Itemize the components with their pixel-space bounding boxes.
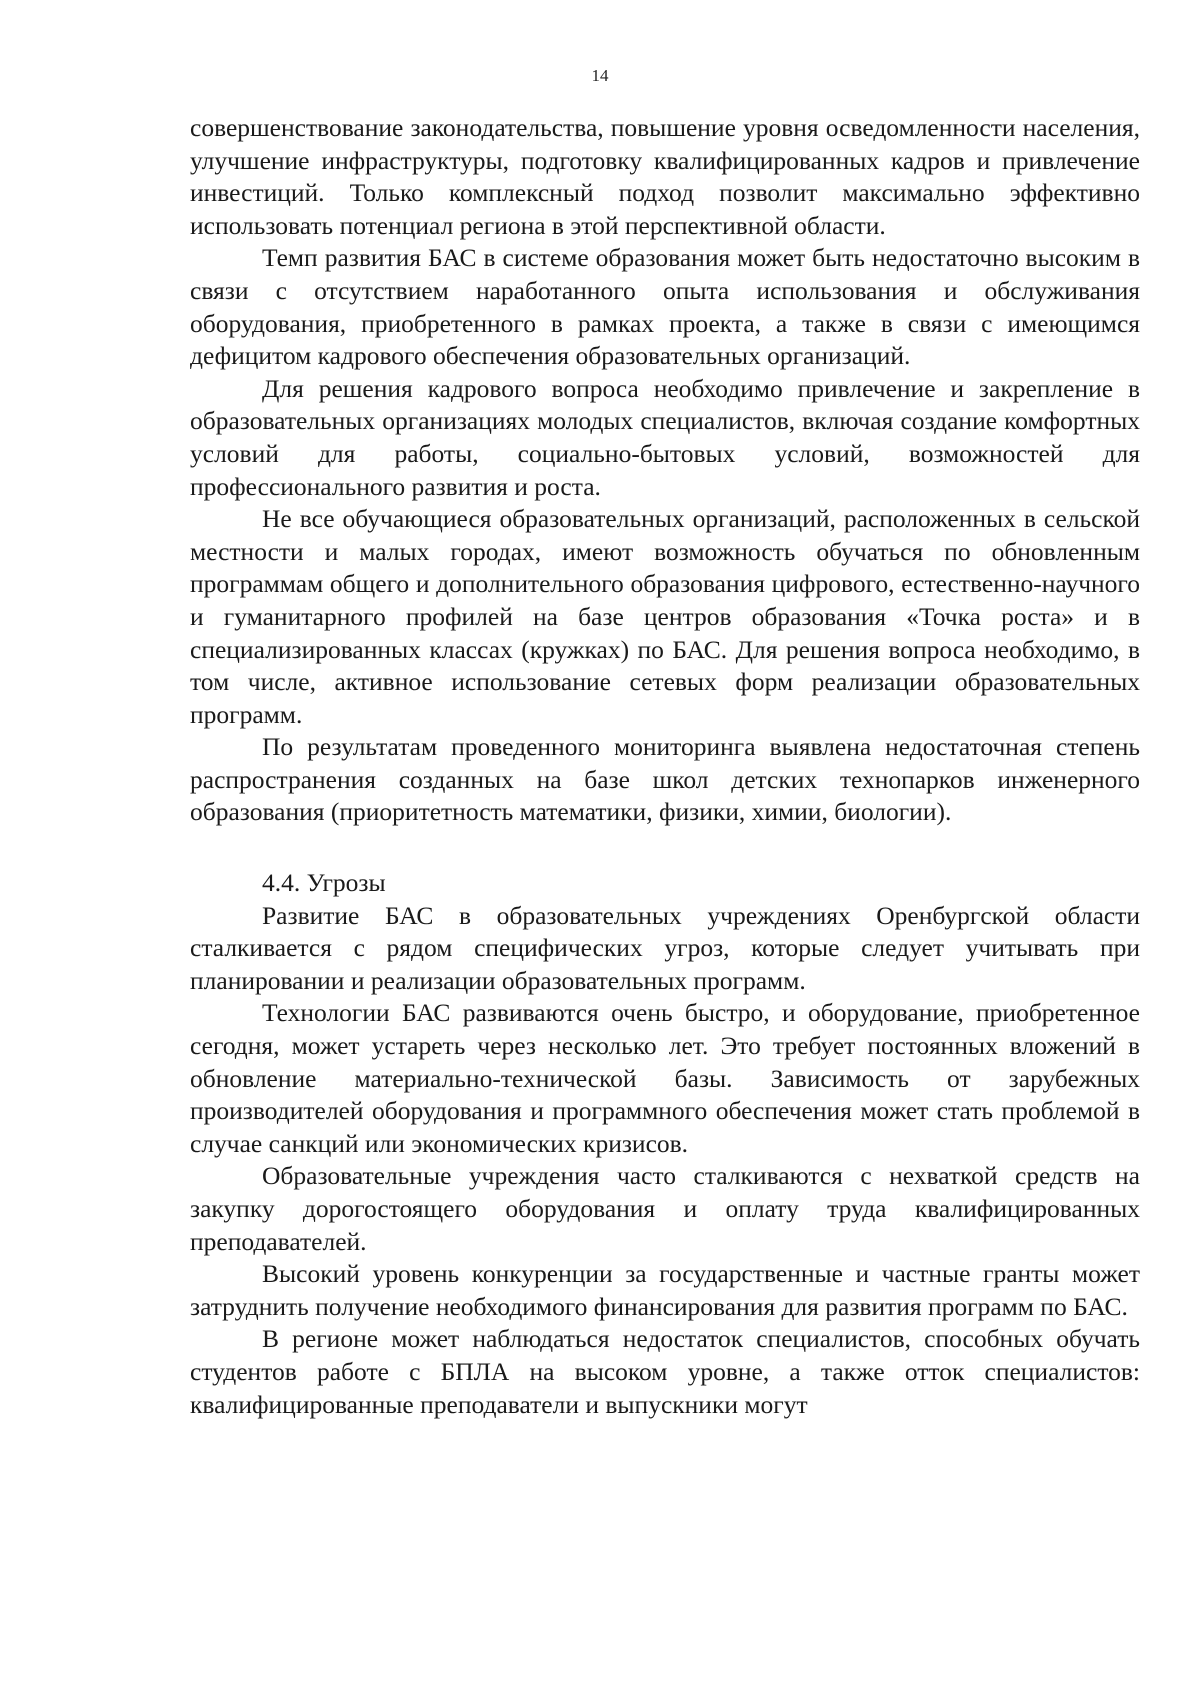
section-paragraph-3: Образовательные учреждения часто сталкиваются с нехваткой средств на закупку дорогостоящего оборудования и оплату труда квалифицированных преподавателей. <box>190 1161 1140 1256</box>
paragraph-3: Для решения кадрового вопроса необходимо привлечение и закрепление в образовательных организациях молодых специалистов, включая создание комфортных условий для работы, социально-бытовых условий, возможностей для профессионального развития и роста. <box>190 373 1140 501</box>
section-paragraph-1: Развитие БАС в образовательных учреждениях Оренбургской области сталкивается с рядом специфических угроз, которые следует учитывать при планировании и реализации образовательных программ. <box>190 900 1140 995</box>
section-paragraph-4: Высокий уровень конкуренции за государственные и частные гранты может затруднить получение необходимого финансирования для развития программ по БАС. <box>190 1259 1140 1321</box>
page-number: 14 <box>591 66 609 85</box>
paragraph-5: По результатам проведенного мониторинга выявлена недостаточная степень распространения созданных на базе школ детских технопарков инженерного образования (приоритетность математики, физики, химии, биологии). <box>190 732 1140 827</box>
section-heading-threats: 4.4. Угрозы <box>262 868 386 898</box>
section-paragraph-2: Технологии БАС развиваются очень быстро, и оборудование, приобретенное сегодня, может устареть через несколько лет. Это требует постоянных вложений в обновление материально-технической базы. Зависимость от зарубежных производителей оборудования и программного обеспечения может стать проблемой в случае санкций или экономических кризисов. <box>190 998 1140 1158</box>
section-paragraph-5: В регионе может наблюдаться недостаток специалистов, способных обучать студентов работе с БПЛА на высоком уровне, а также отток специалистов: квалифицированные преподаватели и выпускники могут <box>190 1324 1140 1419</box>
document-body <box>190 112 1140 1421</box>
paragraph-1: совершенствование законодательства, повышение уровня осведомленности населения, улучшение инфраструктуры, подготовку квалифицированных кадров и привлечение инвестиций. Только комплексный подход позволит максимально эффективно использовать потенциал региона в этой перспективной области. <box>190 113 1140 240</box>
paragraph-2: Темп развития БАС в системе образования может быть недостаточно высоким в связи с отсутствием наработанного опыта использования и обслуживания оборудования, приобретенного в рамках проекта, а также в связи с имеющимся дефицитом кадрового обеспечения образовательных организаций. <box>190 243 1140 371</box>
paragraph-4: Не все обучающиеся образовательных организаций, расположенных в сельской местности и малых городах, имеют возможность обучаться по обновленным программам общего и дополнительного образования цифрового, естественно-научного и гуманитарного профилей на базе центров образования «Точка роста» и в специализированных классах (кружках) по БАС. Для решения вопроса необходимо, в том числе, активное использование сетевых форм реализации образовательных программ. <box>190 504 1140 729</box>
